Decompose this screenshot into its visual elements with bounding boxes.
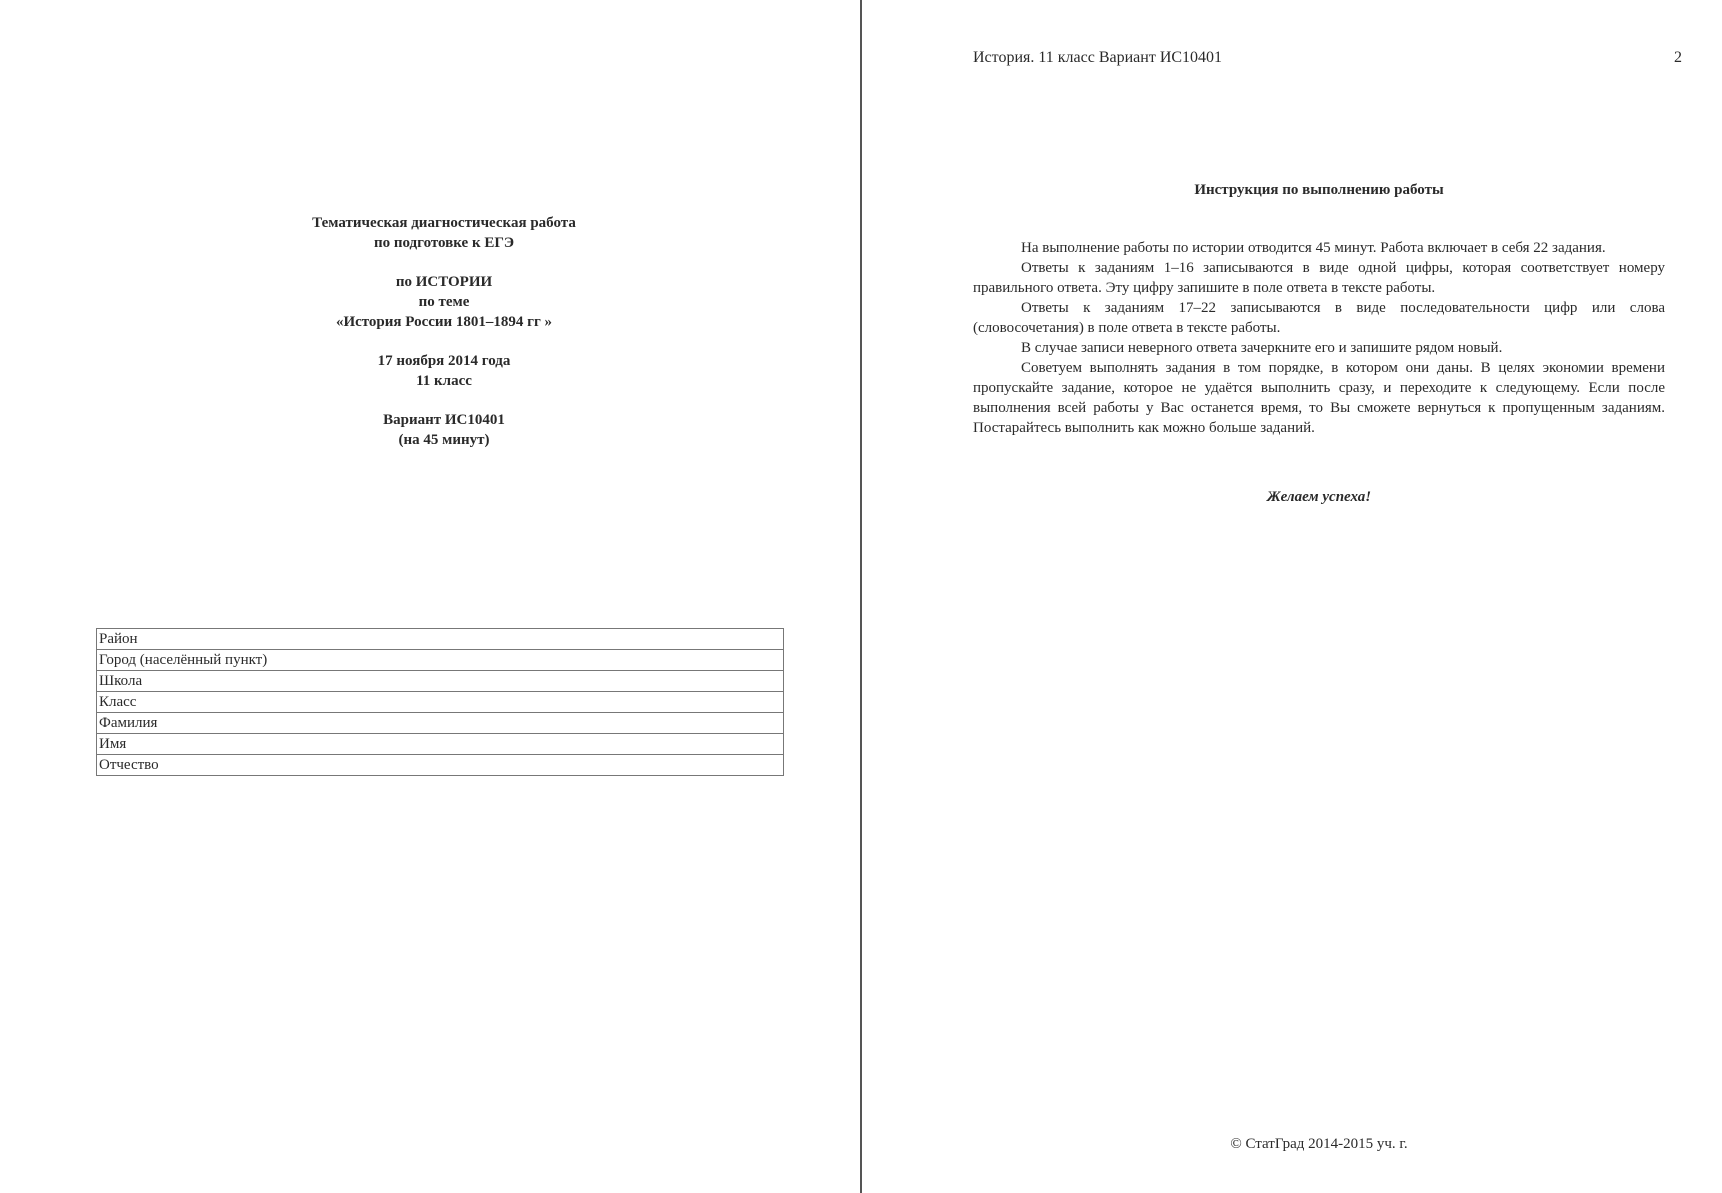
- instruction-body: [973, 238, 1665, 438]
- info-field-label[interactable]: Школа: [97, 671, 784, 692]
- info-field-label[interactable]: Город (населённый пункт): [97, 650, 784, 671]
- title-date: 17 ноября 2014 года: [377, 353, 511, 369]
- info-row-district: [97, 629, 784, 650]
- info-row-name: [97, 734, 784, 755]
- info-row-city: [97, 650, 784, 671]
- instruction-paragraph: Ответы к заданиям 1–16 записываются в виде одной цифры, которая соответствует номеру правильного ответа. Эту цифру запишите в поле ответа в тексте работы.: [973, 260, 1665, 296]
- info-row-patronymic: [97, 755, 784, 776]
- title-block: [194, 213, 694, 450]
- title-grade: 11 класс: [416, 373, 472, 389]
- title-line-2: по подготовке к ЕГЭ: [373, 235, 515, 251]
- info-field-label[interactable]: Район: [97, 629, 784, 650]
- title-variant: Вариант ИС10401: [383, 412, 505, 428]
- good-luck-wish: Желаем успеха!: [1266, 489, 1372, 505]
- title-topic: «История России 1801–1894 гг »: [335, 314, 553, 330]
- title-duration: (на 45 минут): [398, 432, 490, 448]
- instruction-paragraph: Ответы к заданиям 17–22 записываются в виде последовательности цифр или слова (словосочетания) в поле ответа в тексте работы.: [973, 300, 1665, 336]
- instruction-heading: Инструкция по выполнению работы: [1194, 182, 1444, 198]
- right-page: [862, 0, 1722, 1193]
- info-row-class: [97, 692, 784, 713]
- info-field-label[interactable]: Отчество: [97, 755, 784, 776]
- instruction-paragraph: В случае записи неверного ответа зачеркните его и запишите рядом новый.: [1021, 340, 1503, 356]
- title-topic-label: по теме: [418, 294, 470, 310]
- info-row-surname: [97, 713, 784, 734]
- info-field-label[interactable]: Фамилия: [97, 713, 784, 734]
- instruction-paragraph: Советуем выполнять задания в том порядке, в котором они даны. В целях экономии времени пропускайте задание, которое не удаётся выполнить сразу, и переходите к следующему. Если после выполнения всей работы у Вас останется время, то Вы сможете вернуться к пропущенным заданиям. Постарайтесь выполнить как можно больше заданий.: [973, 360, 1665, 436]
- left-page: [0, 0, 860, 1193]
- student-info-table: [96, 628, 784, 776]
- title-line-1: Тематическая диагностическая работа: [312, 215, 576, 231]
- title-subject: по ИСТОРИИ: [395, 274, 493, 290]
- copyright-footer: © СтатГрад 2014-2015 уч. г.: [1230, 1136, 1408, 1152]
- info-field-label[interactable]: Класс: [97, 692, 784, 713]
- instruction-paragraph: На выполнение работы по истории отводится 45 минут. Работа включает в себя 22 задания.: [1021, 240, 1606, 256]
- page-number: 2: [1674, 49, 1682, 66]
- running-header: История. 11 класс Вариант ИС10401: [973, 49, 1223, 66]
- info-field-label[interactable]: Имя: [97, 734, 784, 755]
- info-row-school: [97, 671, 784, 692]
